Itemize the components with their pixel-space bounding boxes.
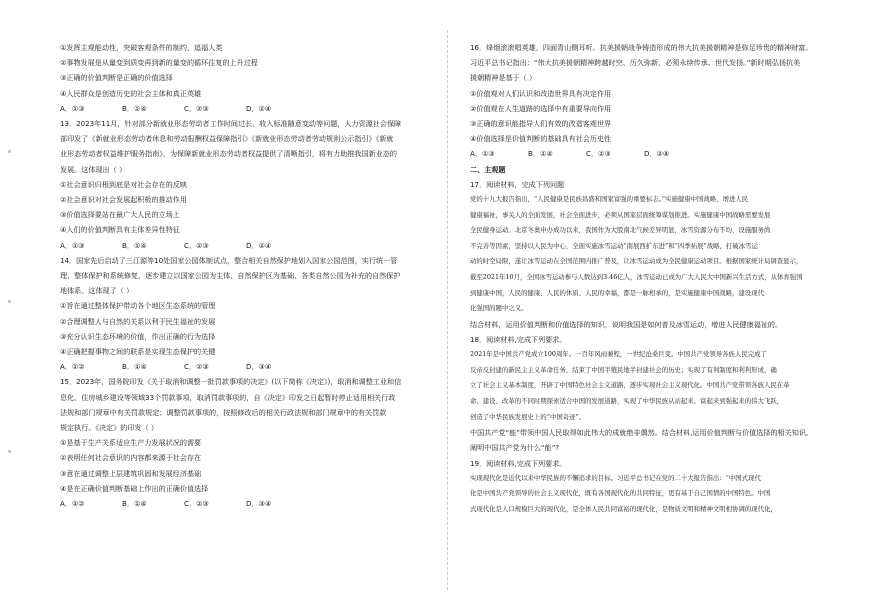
text-line: 业形态劳动者权益维护服务指南》，为保障新就业形态劳动者权益提供了清晰指引，将有力助推我国新业态的 bbox=[60, 149, 397, 159]
text-line: 息化、住房城乡建设等领域33个罚款事项，取消罚款事项的，自《决定》印发之日起暂时停止适用相关行政 bbox=[60, 392, 396, 402]
text-line: 16．烽烟滚滚唱英雄，四面青山侧耳听。抗美援朝战争铸造形成的伟大抗美援朝精神是弥足珍贵的精神财富。 bbox=[470, 43, 813, 52]
answer-choice: D．②④ bbox=[246, 103, 272, 113]
text-line: ③正确的价值判断是正确的价值选择 bbox=[60, 73, 173, 83]
passage-line: 立了社会主义基本制度，开辟了中国特色社会主义道路，逐步实现社会主义现代化。中国共产党带领各族人民在革 bbox=[470, 381, 790, 390]
text-line: 14．国家先后启动了三江源等10处国家公园体制试点，整合相关自然保护地划入国家公园范围，实行统一管 bbox=[60, 255, 398, 265]
passage-line: 化强国的题中之义。 bbox=[470, 304, 528, 313]
answer-choices bbox=[60, 101, 455, 116]
text-line: ②表明任何社会意识的内容都来源于社会存在 bbox=[60, 453, 202, 463]
text-line: 阐明中国共产党为什么“能”? bbox=[470, 443, 560, 453]
answer-choices bbox=[470, 146, 858, 161]
binding-margin bbox=[0, 0, 14, 615]
text-line: 部印发了《新就业形态劳动者休息和劳动报酬权益保障指引》《新就业形态劳动者劳动规则公示指引》《新就 bbox=[60, 134, 394, 144]
text-line: ④正确把握事物之间的联系是实现生态保护的关键 bbox=[60, 347, 216, 357]
answer-choice: D．②④ bbox=[644, 149, 670, 159]
text-line: ②合理调整人与自然的关系以利于民生福祉的发展 bbox=[60, 316, 216, 326]
passage-line: 健康福祉，事关人的全面发展，社会全面进步，必须从国家层面统筹谋划推进。实施健康中国战略需要发展 bbox=[470, 210, 771, 219]
passage-line: 动的时空局限，遂让冰雪运动在全国范围内推广普及，让冰雪运动成为全民健康运动项目。根据国家统计局调查显示， bbox=[470, 257, 803, 266]
text-line: 中国共产党“能”带领中国人民取得如此伟大的成就绝非偶然。结合材料,运用价值判断与价值选择的相关知识, bbox=[470, 428, 809, 438]
answer-choice: C．②③ bbox=[184, 499, 209, 509]
passage-line: 截至2021年10月，全国冰雪运动参与人数达到3.46亿人，冰雪运动已成为广大人民大中国新兴生活方式，从体育强国 bbox=[470, 273, 803, 281]
answer-choices bbox=[60, 238, 455, 253]
text-line: ③充分认识生态环境的价值，作出正确的行为选择 bbox=[60, 331, 216, 341]
text-line: ④人民群众是创造历史的社会主体和真正英雄 bbox=[60, 88, 202, 98]
text-line: ①旨在通过整体保护带动各个地区生态系统的管理 bbox=[60, 301, 216, 311]
answer-choice: A．①③ bbox=[60, 103, 85, 113]
passage-line: 党的十九大报告指出，“人民健康是民族昌盛和国家富强的重要标志。”实施健康中国战略，增进人民 bbox=[470, 195, 749, 204]
passage-line: 化是中国共产党领导的社会主义现代化，既有各国现代化的共同特征，更有基于自己国情的中国特色。中国 bbox=[470, 489, 771, 498]
answer-choice: C．②③ bbox=[184, 103, 209, 113]
answer-choice: B．①④ bbox=[122, 499, 147, 509]
text-line: ②价值观在人生道路的选择中有重要导向作用 bbox=[470, 103, 612, 113]
answer-choices bbox=[60, 359, 455, 374]
text-line: 援朝精神是基于（ ） bbox=[470, 73, 537, 83]
answer-choice: C．②③ bbox=[586, 149, 611, 159]
answer-choice: D．③④ bbox=[246, 499, 272, 509]
column-divider bbox=[447, 30, 448, 590]
answer-choice: A．①② bbox=[60, 499, 85, 509]
binding-hole bbox=[8, 450, 11, 453]
passage-line: 命、建设、改革的不同时期探索适合中国的发展道路，实现了中华民族从站起来、富起来到强起来的伟大飞跃， bbox=[470, 396, 784, 405]
passage-line: 创造了中华民族发展史上的“中国奇迹”。 bbox=[470, 412, 586, 421]
text-line: 习近平总书记指出：“伟大抗美援朝精神跨越时空、历久弥新，必须永续传承、世代发扬。”新时期弘扬抗美 bbox=[470, 58, 801, 68]
answer-choice: C．②③ bbox=[184, 240, 209, 250]
text-line: 理、整体保护和系统修复，逐步建立以国家公园为主体、自然保护区为基础、各类自然公园为补充的自然保护 bbox=[60, 271, 401, 281]
text-line: ③价值选择要站在最广大人民的立场上 bbox=[60, 210, 180, 220]
answer-choice: D．③④ bbox=[246, 362, 272, 372]
passage-line: 2021年是中国共产党成立100周年。一百年风雨兼程，一世纪沧桑巨变。中国共产党领导各族人民完成了 bbox=[470, 350, 767, 359]
binding-hole bbox=[8, 150, 11, 153]
passage-line: 不完善等因素，坚持以人民为中心，全面实施冰雪运动“南展西扩东进”和“四季拓展”战略，打破冰雪运 bbox=[470, 241, 758, 250]
answer-choice: B．①④ bbox=[122, 362, 147, 372]
answer-choices bbox=[60, 496, 455, 511]
text-line: 结合材料，运用价值判断和价值选择的知识，说明我国是如何普及冰雪运动，增进人民健康福祉的。 bbox=[470, 319, 783, 329]
left-column bbox=[60, 40, 455, 511]
binding-hole bbox=[8, 300, 11, 303]
text-line: ④是在正确价值判断基础上作出的正确价值选择 bbox=[60, 483, 209, 493]
text-line: 13．2023年11月，针对部分新就业形态劳动者工作时间过长、收入标准随意变动等问题，人力资源社会保障 bbox=[60, 119, 402, 129]
passage-line: 全民健身运动。北京冬奥申办成功以来，我国作为大股南北气候差异明显，冰雪资源分布不均，设施服务尚 bbox=[470, 226, 771, 235]
text-line: 18．阅读材料,完成下列要求。 bbox=[470, 334, 567, 344]
answer-choice: B．①④ bbox=[528, 149, 553, 159]
passage-line: 到健康中国，人民的健康、人民的体质、人民的幸福，都是一脉相承的，是实施健康中国战略，建设现代 bbox=[470, 288, 764, 297]
text-line: ①是基于生产关系适应生产力发展状况的需要 bbox=[60, 438, 202, 448]
answer-choice: C．②③ bbox=[184, 362, 209, 372]
text-line: 19．阅读材料,完成下列要求。 bbox=[470, 458, 567, 468]
passage-line: 反帝反封建的新民主主义革命任务，结束了中国半殖民地半封建社会的历史；实现了有利制度和利利形成，确 bbox=[470, 365, 777, 374]
text-line: 17．阅读材料，完成下列问题 bbox=[470, 179, 565, 189]
text-line: ④价值选择是价值判断的基础具有社会历史性 bbox=[470, 134, 612, 144]
text-line: ④人们的价值判断具有主体差异性特征 bbox=[60, 225, 180, 235]
text-line: ②事物发展是从量变到质变再到新的量变的循环往复的上升过程 bbox=[60, 58, 258, 68]
text-line: 地体系。这体现了（ ） bbox=[60, 286, 134, 296]
text-line: ③意在通过调整上层建筑巩固和发展经济基础 bbox=[60, 468, 202, 478]
text-line: 规定执行。《决定》的印发（ ） bbox=[60, 423, 159, 433]
passage-line: 实现现代化是近代以来中华民族的不懈追求的目标。习近平总书记在党的二十大报告指出：“中国式现代 bbox=[470, 473, 761, 482]
answer-choice: A．①② bbox=[60, 362, 85, 372]
text-line: ①价值观对人们认识和改造世界具有决定作用 bbox=[470, 88, 612, 98]
answer-choice: D．②④ bbox=[246, 240, 272, 250]
answer-choice: A．①③ bbox=[60, 240, 85, 250]
right-column bbox=[470, 40, 858, 518]
text-line: ③正确的意识能指导人们有效的改造客观世界 bbox=[470, 119, 612, 129]
answer-choice: B．①④ bbox=[122, 240, 147, 250]
answer-choice: A．①③ bbox=[470, 149, 495, 159]
text-line: 15．2023年，国务院印发《关于取消和调整一批罚款事项的决定》(以下简称《决定》)，取消和调整工业和信 bbox=[60, 377, 402, 387]
text-line: ②社会意识对社会发展起积极的推动作用 bbox=[60, 195, 187, 205]
text-line: 法规和部门规章中有关罚款规定；调整罚款事项的，按照修改后的相关行政法规和部门规章中的有关罚款 bbox=[60, 407, 387, 417]
text-line: ①社会意识归根到底是对社会存在的反映 bbox=[60, 179, 187, 189]
text-line: 发展。这体现出（ ） bbox=[60, 164, 127, 174]
answer-choice: B．①④ bbox=[122, 103, 147, 113]
section-heading: 二、主观题 bbox=[470, 164, 506, 174]
text-line: ①发挥主观能动性，突破客观条件的制约，追福人类 bbox=[60, 43, 223, 52]
passage-line: 式现代化是人口规模巨大的现代化，是全体人民共同富裕的现代化，是物质文明和精神文明相协调的现代化， bbox=[470, 504, 777, 513]
